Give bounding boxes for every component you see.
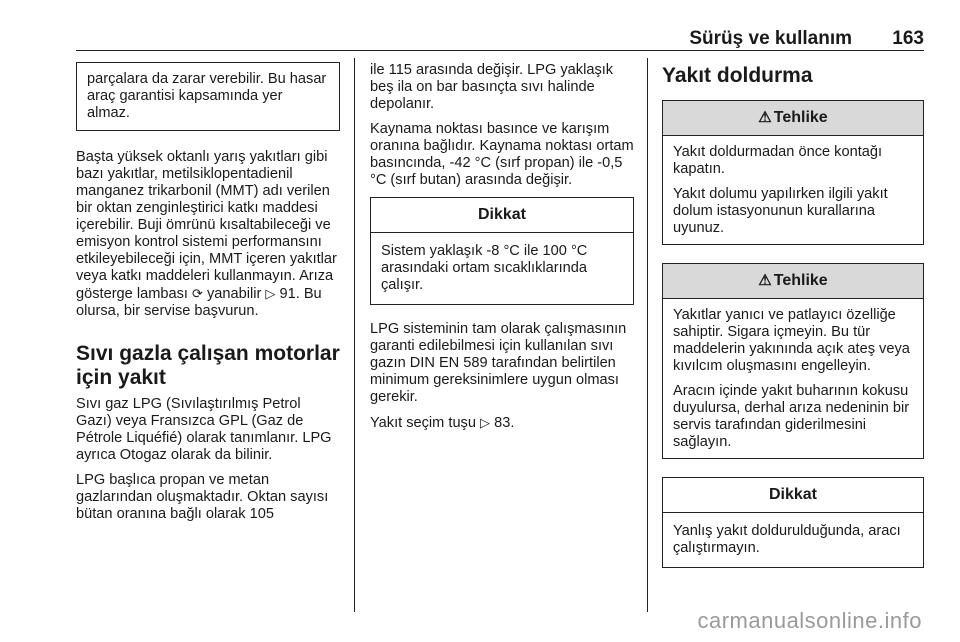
lpg-definition-paragraph: Sıvı gaz LPG (Sıvılaştırılmış Petrol Gazı) veya Fransızca GPL (Gaz de Pétrole Liquéfié) olarak tanımlanır. LPG ayrıca Otogaz olarak da bilinir. bbox=[76, 396, 332, 463]
note-box-text: parçalara da zarar verebilir. Bu hasar araç garantisi kapsamında yer almaz. bbox=[87, 71, 327, 121]
danger-box-2 bbox=[662, 263, 924, 459]
continued-note-box bbox=[76, 62, 340, 131]
boiling-point-paragraph: Kaynama noktası basınce ve karışım oranına bağlıdır. Kaynama noktası ortam basıncında, -42 °C (sırf propan) ile -0,5 °C (sırf butan) arasında değişir. bbox=[370, 121, 634, 188]
column-3 bbox=[662, 62, 924, 568]
din-requirement-paragraph: LPG sisteminin tam olarak çalışmasının garanti edilebilmesi için kullanılan sıvı gazın DIN EN 589 tarafından belirtilen minimum gereksinimlere uygun olması gerekir. bbox=[370, 321, 627, 405]
lpg-fuel-heading: Sıvı gazla çalışan motorlar için yakıt bbox=[76, 342, 340, 389]
danger-title: ⚠ Tehlike bbox=[663, 101, 923, 136]
warning-triangle-icon: ⚠ bbox=[758, 109, 772, 126]
notice-box bbox=[662, 477, 924, 568]
column-divider-2 bbox=[647, 58, 648, 612]
reference-arrow-icon: ▷ bbox=[265, 286, 276, 301]
notice-title: Dikkat bbox=[663, 478, 923, 513]
octane-paragraph: ile 115 arasında değişir. LPG yaklaşık beş ila on bar basınçta sıvı halinde depolanır. bbox=[370, 62, 614, 112]
lpg-composition-paragraph: LPG başlıca propan ve metan gazlarından oluşmaktadır. Oktan sayısı bütan oranına bağlı olarak 105 bbox=[76, 472, 329, 522]
column-1 bbox=[76, 62, 340, 531]
danger-body: Yakıtlar yanıcı ve patlayıcı özelliğe sahiptir. Sigara içmeyin. Bu tür maddelerin yakınında açık ateş veya kıvılcım oluşmasını engelleyin. Aracın içinde yakıt buharının kokusu duyulursa, derhal arıza nedeninin bir servis tarafından giderilmesini sağlayın. bbox=[673, 307, 910, 450]
page-reference-link[interactable]: 91. bbox=[279, 286, 300, 302]
notice-body: Sistem yaklaşık -8 °C ile 100 °C arasındaki ortam sıcaklıklarında çalışır. bbox=[381, 243, 588, 293]
danger-title: ⚠ Tehlike bbox=[663, 264, 923, 299]
fuel-selector-paragraph: Yakıt seçim tuşu ▷ 83. bbox=[370, 415, 515, 431]
danger-box-1 bbox=[662, 100, 924, 245]
column-divider-1 bbox=[354, 58, 355, 612]
page-reference-link[interactable]: 83. bbox=[494, 415, 515, 431]
watermark: carmanualsonline.info bbox=[697, 608, 922, 633]
mmt-paragraph: Başta yüksek oktanlı yarış yakıtları gibi bazı yakıtlar, metilsiklopentadienil manganez trikarbonil (MMT) adı verilen bir oktan zenginleştirici katkı maddesi içerebilir. Buji ömrünü kısaltabileceği ve emisyon kontrol sistemi performansını etkileyebileceği için, MMT içeren yakıtlar veya katkı maddeleri kullanmayın. Arıza gösterge lambası ⟳ yanabilir ▷ 91. Bu olursa, bir servise başvurun. bbox=[76, 149, 337, 319]
section-title: Sürüş ve kullanım bbox=[689, 28, 852, 49]
reference-arrow-icon: ▷ bbox=[480, 415, 491, 430]
danger-body: Yakıt doldurmadan önce kontağı kapatın. Yakıt dolumu yapılırken ilgili yakıt dolum istasyonunun kurallarına uyunuz. bbox=[673, 144, 888, 236]
notice-title: Dikkat bbox=[371, 198, 633, 233]
column-2 bbox=[370, 62, 634, 440]
page-header bbox=[76, 26, 924, 51]
warning-triangle-icon: ⚠ bbox=[758, 272, 772, 289]
refueling-heading: Yakıt doldurma bbox=[662, 64, 813, 87]
engine-warning-icon: ⟳ bbox=[192, 286, 203, 301]
notice-box bbox=[370, 197, 634, 305]
notice-body: Yanlış yakıt doldurulduğunda, aracı çalıştırmayın. bbox=[673, 523, 901, 556]
page-number: 163 bbox=[892, 28, 924, 49]
